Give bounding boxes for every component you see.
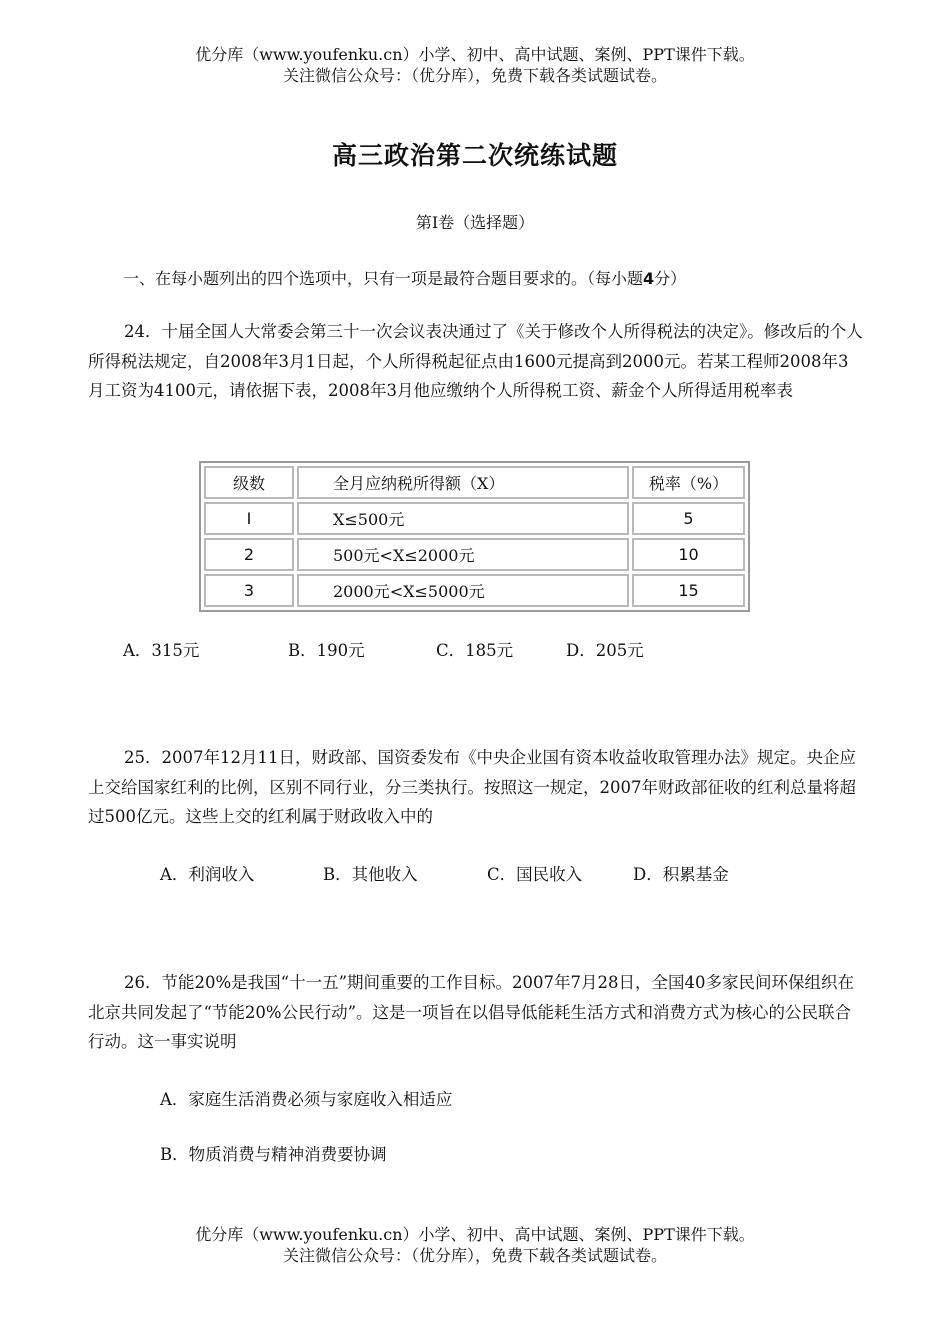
instruction — [123, 266, 686, 289]
table-row — [204, 538, 745, 571]
question-25-options — [0, 861, 950, 885]
table-header-cell: 全月应纳税所得额（X） — [297, 466, 629, 499]
question-24-text: 24．十届全国人大常委会第三十一次会议表决通过了《关于修改个人所得税法的决定》。修改后的个人所得税法规定，自2008年3月1日起，个人所得税起征点由1600元提高到2000元。若某工程师2008年3月工资为4100元，请依据下表，2008年3月他应缴纳个人所得税工资、薪金个人所得适用税率表 — [88, 322, 863, 400]
header-line-2: 关注微信公众号：（优分库），免费下载各类试题试卷。 — [282, 66, 667, 85]
tax-rate-table — [199, 461, 750, 612]
header-line-1: 优分库（www.youfenku.cn）小学、初中、高中试题、案例、PPT课件下载。 — [195, 45, 755, 64]
instruction-suffix: 分） — [654, 269, 687, 288]
option-d[interactable]: D．205元 — [566, 641, 644, 660]
option-c[interactable]: C．国民收入 — [487, 865, 583, 884]
table-header-cell: 级数 — [204, 466, 294, 499]
page-footer — [0, 1224, 950, 1266]
instruction-prefix: 一、在每小题列出的四个选项中，只有一项是最符合题目要求的。（每小题 — [123, 269, 644, 288]
option-a[interactable]: A．家庭生活消费必须与家庭收入相适应 — [160, 1090, 453, 1109]
table-row — [204, 574, 745, 607]
table-cell: 3 — [204, 574, 294, 607]
option-b[interactable]: B．物质消费与精神消费要协调 — [160, 1145, 387, 1164]
question-24-options — [0, 637, 950, 661]
option-a[interactable]: A．利润收入 — [160, 865, 255, 884]
footer-line-1: 优分库（www.youfenku.cn）小学、初中、高中试题、案例、PPT课件下载。 — [195, 1225, 755, 1244]
table-cell: 500元<X≤2000元 — [297, 538, 629, 571]
question-25-text: 25．2007年12月11日，财政部、国资委发布《中央企业国有资本收益收取管理办法》规定。央企应上交给国家红利的比例，区别不同行业，分三类执行。按照这一规定，2007年财政部征收的红利总量将超过500亿元。这些上交的红利属于财政收入中的 — [88, 748, 856, 826]
table-cell: 15 — [632, 574, 745, 607]
table-header-cell: 税率（%） — [632, 466, 745, 499]
table-row — [204, 502, 745, 535]
footer-line-2: 关注微信公众号：（优分库），免费下载各类试题试卷。 — [282, 1246, 667, 1265]
table-cell: 10 — [632, 538, 745, 571]
table-header-row — [204, 466, 745, 499]
option-a[interactable]: A．315元 — [123, 641, 200, 660]
option-b[interactable]: B．其他收入 — [323, 865, 418, 884]
page-header — [0, 44, 950, 86]
question-26-text: 26．节能20%是我国“十一五”期间重要的工作目标。2007年7月28日，全国40多家民间环保组织在北京共同发起了“节能20%公民行动”。这是一项旨在以倡导低能耗生活方式和消费方式为核心的公民联合行动。这一事实说明 — [88, 973, 855, 1051]
table-cell: 2000元<X≤5000元 — [297, 574, 629, 607]
section-subtitle: 第Ⅰ卷（选择题） — [415, 213, 535, 232]
page-title: 高三政治第二次统练试题 — [331, 141, 618, 170]
instruction-points: 4 — [643, 269, 655, 288]
table-cell: 2 — [204, 538, 294, 571]
table-cell: I — [204, 502, 294, 535]
table-cell: 5 — [632, 502, 745, 535]
option-d[interactable]: D．积累基金 — [633, 865, 729, 884]
option-c[interactable]: C．185元 — [436, 641, 514, 660]
table-cell: X≤500元 — [297, 502, 629, 535]
option-b[interactable]: B．190元 — [288, 641, 365, 660]
